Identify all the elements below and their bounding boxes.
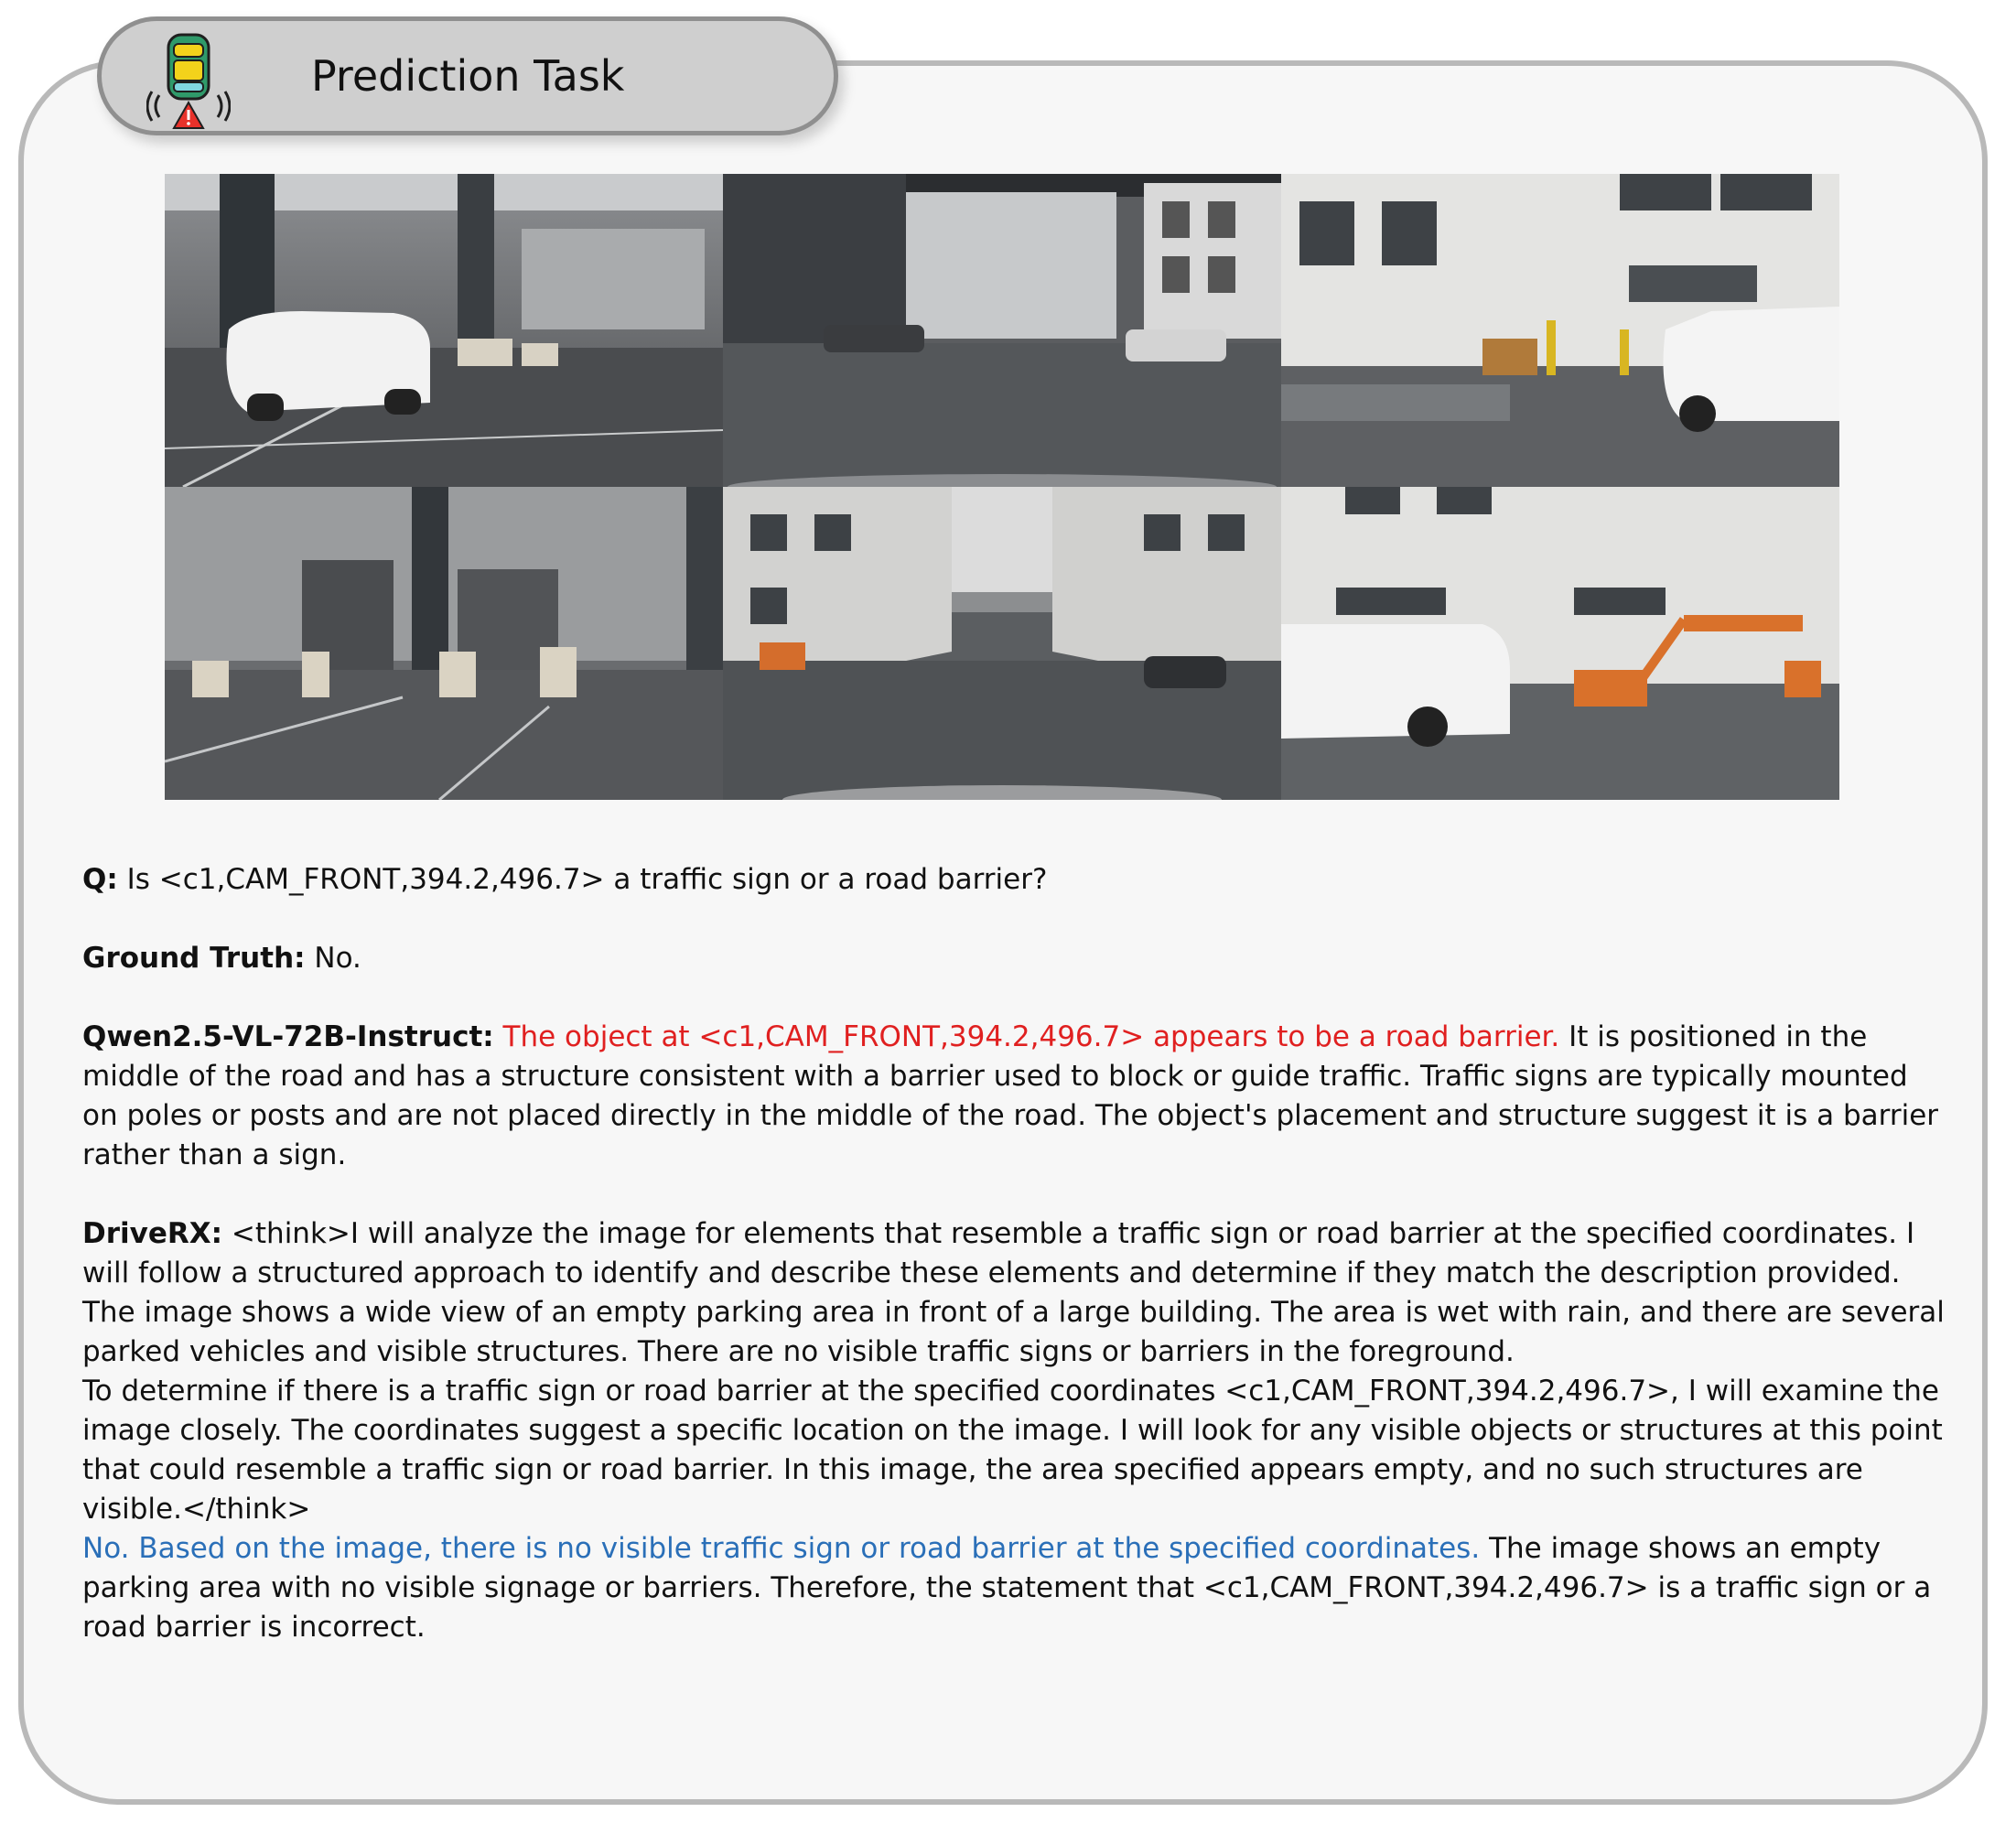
question-text: Is <c1,CAM_FRONT,394.2,496.7> a traffic sign or a road barrier? (126, 863, 1048, 896)
camera-image-back-left (165, 487, 723, 800)
camera-image-front-right (1281, 174, 1839, 487)
drivex-answer-rest: The image shows an empty parking area with no visible signage or barriers. Therefore, the statement that <c1,CAM_FRONT,394.2,496.7> is a traffic sign or a road barrier is incorrect. (82, 1532, 1932, 1644)
drivex-answer-highlight: No. Based on the image, there is no visible traffic sign or road barrier at the specified coordinates. (82, 1532, 1481, 1565)
camera-image-front-left (165, 174, 723, 487)
qwen-rest: It is positioned in the middle of the road and has a structure consistent with a barrier used to block or guide traffic. Traffic signs are typically mounted on poles or posts and are not placed directly in the middle of the road. The object's placement and structure suggest it is a barrier rather than a sign. (82, 1020, 1939, 1171)
camera-image-back-right (1281, 487, 1839, 800)
question-label: Q: (82, 863, 118, 896)
question (82, 860, 1949, 900)
ground-truth (82, 939, 1949, 978)
camera-image-grid (165, 174, 1839, 800)
drivex-think-3: To determine if there is a traffic sign or road barrier at the specified coordinates <c1,CAM_FRONT,394.2,496.7>, I will examine the image closely. The coordinates suggest a specific location on the image. I will look for any visible objects or structures at this point that could resemble a traffic sign or road barrier. In this image, the area specified appears empty, and no such structures are visible.</think> (82, 1375, 1943, 1526)
camera-image-back (723, 487, 1281, 800)
qwen-answer (82, 1018, 1949, 1175)
qwen-label: Qwen2.5-VL-72B-Instruct: (82, 1020, 494, 1053)
camera-image-front (723, 174, 1281, 487)
drivex-think-1 (82, 1214, 1949, 1293)
car-sensor-warning-icon (146, 31, 231, 134)
drivex-answer (82, 1529, 1949, 1647)
drivex-think-2: The image shows a wide view of an empty parking area in front of a large building. The area is wet with rain, and there are several parked vehicles and visible structures. There are no visible traffic signs or barriers in the foreground. (82, 1296, 1945, 1368)
qa-text-block (82, 860, 1949, 1647)
drivex-label: DriveRX: (82, 1217, 223, 1250)
ground-truth-label: Ground Truth: (82, 942, 306, 975)
drivex-think-1-text: <think>I will analyze the image for elements that resemble a traffic sign or road barrier at the specified coordinates. I will follow a structured approach to identify and describe these elements and determine if they match the description provided. (82, 1217, 1915, 1289)
qwen-highlight: The object at <c1,CAM_FRONT,394.2,496.7> appears to be a road barrier. (502, 1020, 1560, 1053)
ground-truth-text: No. (314, 942, 361, 975)
page-title: Prediction Task (311, 51, 625, 101)
